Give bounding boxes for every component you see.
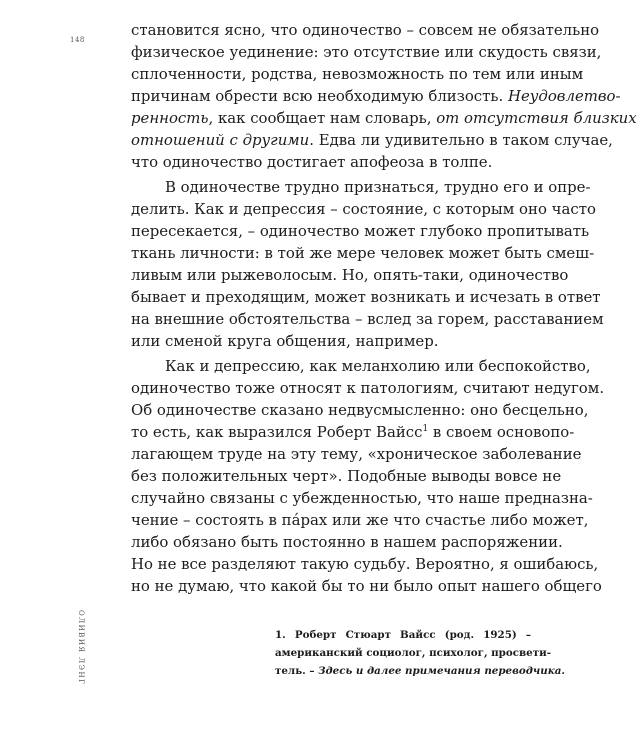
text-line <box>131 19 600 41</box>
text-line <box>131 176 591 198</box>
page-number: 148 <box>70 36 85 44</box>
text-segment: случайно связаны с убежденностью, что наше предназна- <box>131 489 593 507</box>
text-line <box>131 264 569 286</box>
text-line <box>131 443 582 465</box>
text-segment: в своем основопо- <box>428 423 575 441</box>
text-line <box>131 377 605 399</box>
text-segment: причинам обрести всю необходимую близость. <box>131 87 508 105</box>
running-header-author: ОЛИВИЯ ЛЭНГ <box>77 610 85 686</box>
text-segment: В одиночестве трудно признаться, трудно его и опре- <box>165 178 591 196</box>
text-line <box>275 662 565 680</box>
paragraph <box>131 19 637 173</box>
text-line <box>131 129 613 151</box>
text-segment: пересекается, – одиночество может глубоко пропитывать <box>131 222 590 240</box>
body-text <box>131 19 637 597</box>
text-line <box>131 465 562 487</box>
text-line <box>131 509 589 531</box>
text-segment: ткань личности: в той же мере человек может быть смеш- <box>131 244 595 262</box>
text-segment: Но не все разделяют такую судьбу. Вероятно, я ошибаюсь, <box>131 555 599 573</box>
text-line <box>131 308 604 330</box>
text-segment: чение – состоять в пáрах или же что счастье либо может, <box>131 511 589 529</box>
text-segment: что одиночество достигает апофеоза в толпе. <box>131 153 493 171</box>
text-segment: ливым или рыжеволосым. Но, опять-таки, одиночество <box>131 266 569 284</box>
text-segment: физическое уединение: это отсутствие или скудость связи, <box>131 43 602 61</box>
italic-text: Неудовлетво- <box>507 87 621 105</box>
text-line <box>275 626 531 644</box>
text-line <box>131 151 531 173</box>
text-segment: становится ясно, что одиночество – совсем не обязательно <box>131 21 600 39</box>
text-segment: 1. Роберт Стюарт Вайсс (род. 1925) – <box>275 629 531 641</box>
text-line <box>131 63 584 85</box>
italic-text: отношений с другими <box>131 131 310 149</box>
text-line <box>131 421 575 443</box>
italic-text: от отсутствия близких <box>436 109 637 127</box>
text-line <box>131 575 602 597</box>
text-line <box>275 644 551 662</box>
text-line <box>131 220 590 242</box>
text-segment: американский социолог, психолог, просвети- <box>275 647 551 659</box>
text-line <box>131 242 595 264</box>
text-line <box>131 487 593 509</box>
text-line <box>131 553 599 575</box>
text-segment: сплоченности, родства, невозможность по тем или иным <box>131 65 584 83</box>
footnote <box>275 626 565 680</box>
text-line <box>131 85 621 107</box>
italic-text: Здесь и далее примечания переводчика. <box>318 665 565 677</box>
text-line <box>131 355 591 377</box>
text-line <box>131 330 531 352</box>
text-line <box>131 107 637 129</box>
text-line <box>131 399 589 421</box>
text-line <box>131 286 601 308</box>
text-line <box>131 531 563 553</box>
text-segment: Как и депрессию, как меланхолию или беспокойство, <box>165 357 591 375</box>
text-segment: на внешние обстоятельства – вслед за горем, расставанием <box>131 310 604 328</box>
italic-text: ренность <box>131 109 209 127</box>
text-segment: . Едва ли удивительно в таком случае, <box>309 131 613 149</box>
text-segment: то есть, как выразился Роберт Вайсс <box>131 423 423 441</box>
text-segment: одиночество тоже относят к патологиям, считают недугом. <box>131 379 605 397</box>
text-segment: но не думаю, что какой бы то ни было опыт нашего общего <box>131 577 602 595</box>
text-segment: или сменой круга общения, например. <box>131 332 439 350</box>
text-line <box>131 41 602 63</box>
footnote-ref: 1 <box>422 424 429 434</box>
text-segment: либо обязано быть постоянно в нашем распоряжении. <box>131 533 563 551</box>
text-segment: без положительных черт». Подобные выводы вовсе не <box>131 467 562 485</box>
text-line <box>131 198 596 220</box>
text-segment: Об одиночестве сказано недвусмысленно: оно бесцельно, <box>131 401 589 419</box>
text-segment: лагающем труде на эту тему, «хроническое заболевание <box>131 445 582 463</box>
text-segment: тель. – <box>275 665 319 677</box>
paragraph <box>131 176 604 352</box>
text-segment: бывает и преходящим, может возникать и исчезать в ответ <box>131 288 601 306</box>
paragraph <box>131 355 605 597</box>
text-segment: делить. Как и депрессия – состояние, с которым оно часто <box>131 200 596 218</box>
text-segment: , как сообщает нам словарь, <box>208 109 437 127</box>
